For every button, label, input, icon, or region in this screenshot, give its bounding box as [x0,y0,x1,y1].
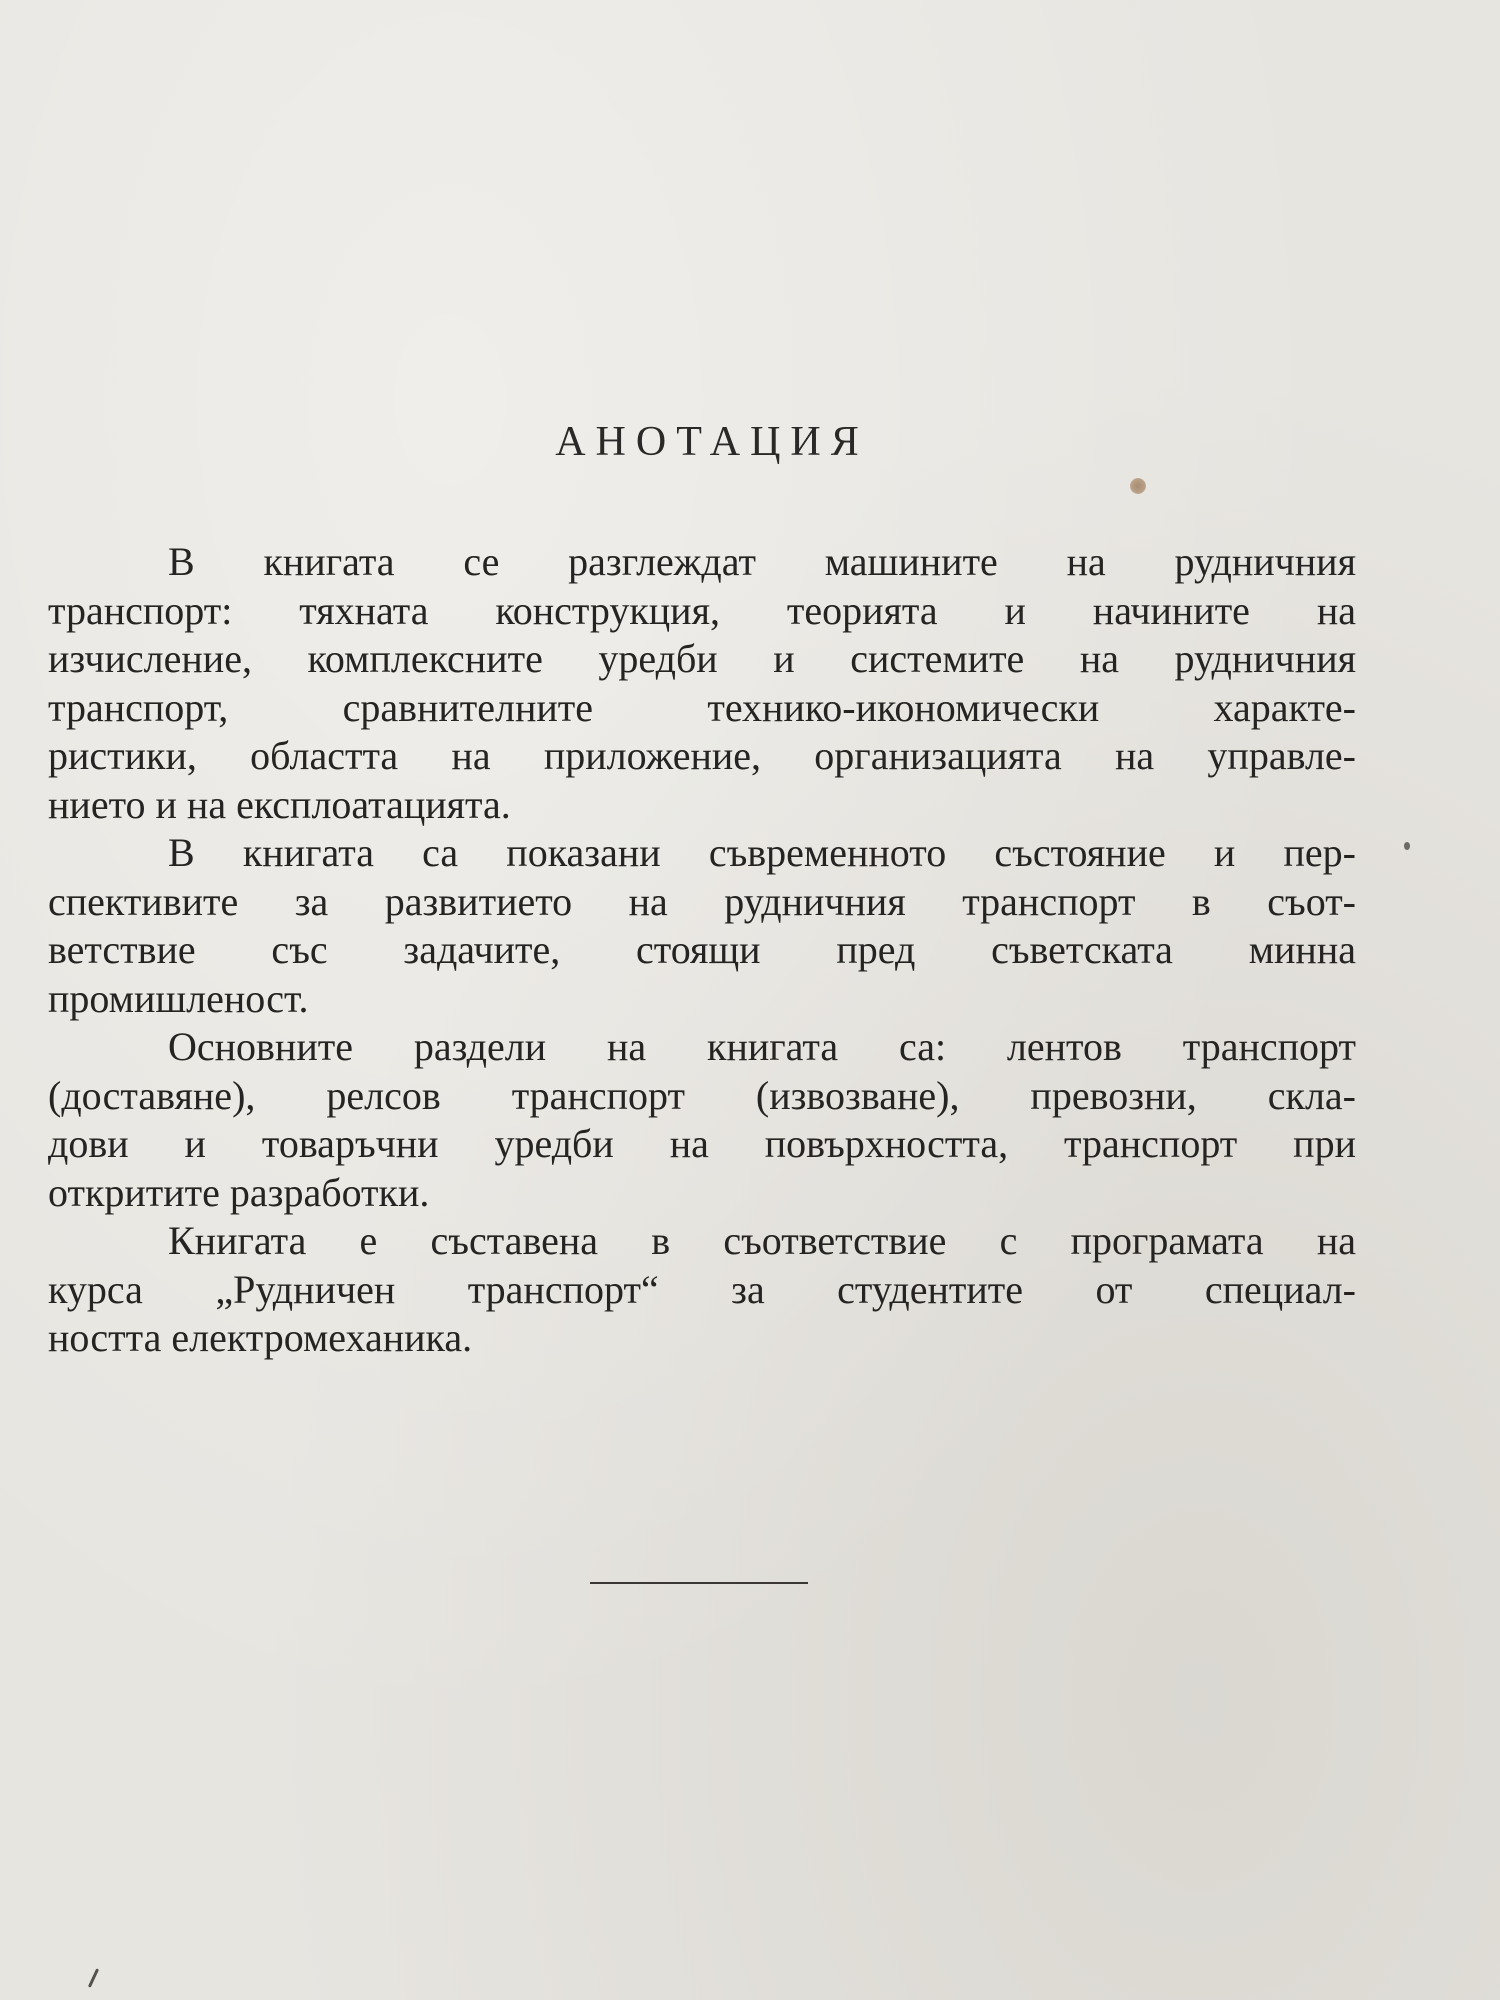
text-line: (доставяне), релсов транспорт (извозване), превозни, скла- [48,1072,1356,1118]
text-line: Основните раздели на книгата са: лентов транспорт [168,1024,1356,1069]
text-line: изчисление, комплексните уредби и системите на рудничния [48,636,1356,681]
annotation-body [48,538,1356,1363]
paragraph-2 [48,829,1356,1023]
paragraph-3 [48,1023,1356,1217]
text-line: ветствие със задачите, стоящи пред съветската минна [48,927,1356,972]
text-line: откритите разработки. [48,1169,430,1215]
page-title: АНОТАЦИЯ [555,419,869,465]
text-line: Книгата е съставена в съответствие с програмата на [168,1218,1356,1263]
text-line: транспорт: тяхната конструкция, теорията и начините на [48,587,1356,633]
text-line: промишленост. [48,975,309,1021]
text-line: нието и на експлоатацията. [48,781,511,827]
paper-mark [88,1968,99,1987]
paper-speck [1404,842,1410,850]
text-line: курса „Рудничен транспорт“ за студентите от специал- [48,1266,1356,1312]
text-line: ността електромеханика. [48,1315,473,1360]
text-line: В книгата се разглеждат машините на рудничния [168,539,1356,584]
text-line: ристики, областта на приложение, организацията на управле- [48,733,1356,778]
paragraph-4 [48,1217,1356,1363]
text-line: дови и товаръчни уредби на повърхността, транспорт при [48,1121,1356,1166]
paper-stain [1130,478,1146,494]
paragraph-1 [48,538,1356,829]
text-line: спективите за развитието на рудничния транспорт в съот- [48,878,1356,924]
end-separator-rule [590,1582,808,1584]
text-line: В книгата са показани съвременното състояние и пер- [168,830,1356,875]
text-line: транспорт, сравнителните технико-икономически характе- [48,684,1356,730]
